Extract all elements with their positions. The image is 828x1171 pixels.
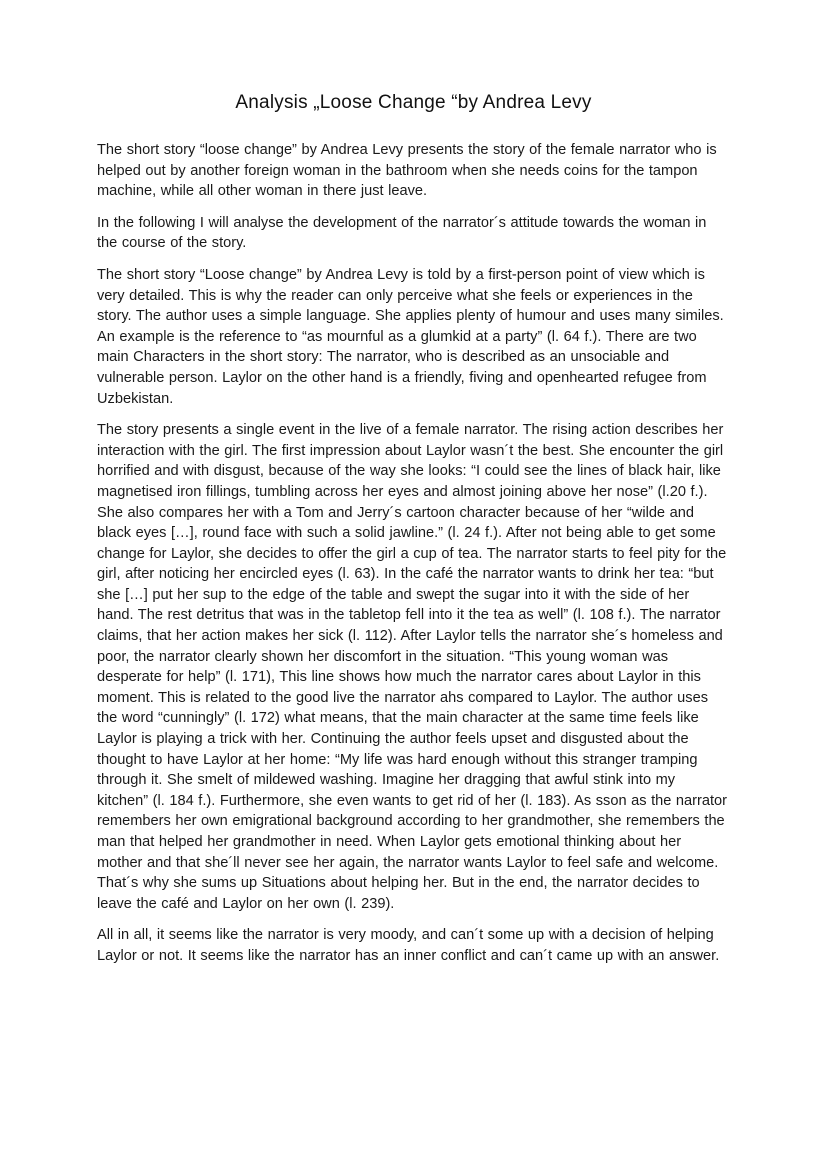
document-title: Analysis „Loose Change “by Andrea Levy	[235, 92, 592, 113]
paragraph-thesis: In the following I will analyse the development of the narrator´s attitude towards the woman in the course of the story.	[97, 214, 707, 252]
paragraph-main-analysis: The story presents a single event in the live of a female narrator. The rising action describes her interaction with the girl. The first impression about Laylor wasn´t the best. She encounter the girl horrified and with disgust, because of the way she looks: “I could see the lines of black hair, like magnetised iron fillings, tumbling across her eyes and almost joining above her nose” (l.20 f.). She also compares her with a Tom and Jerry´s cartoon character because of her “wilde and black eyes […], round face with such a solid jawline.” (l. 24 f.). After not being able to get some change for Laylor, she decides to offer the girl a cup of tea. The narrator starts to feel pity for the girl, after noticing her encircled eyes (l. 63). In the café the narrator wants to drink her tea: “but she […] put her sup to the edge of the table and swept the sugar into it with the side of her hand. The rest detritus that was in the tabletop fell into it the tea as well” (l. 108 f.). The narrator claims, that her action makes her sick (l. 112). After Laylor tells the narrator she´s homeless and poor, the narrator clearly shown her discomfort in the situation. “This young woman was desperate for help” (l. 171), This line shows how much the narrator cares about Laylor in this moment. This is related to the good live the narrator ahs compared to Laylor. The author uses the word “cunningly” (l. 172) what means, that the main character at the same time feels like Laylor is playing a trick with her. Continuing the author feels upset and disgusted about the thought to have Laylor at her home: “My life was hard enough without this stranger tramping through it. She smelt of mildewed washing. Imagine her dragging that awful stink into my kitchen” (l. 184 f.). Furthermore, she even wants to get rid of her (l. 183). As sson as the narrator remembers her own emigrational background according to her grandmother, she remembers the man that helped her grandmother in need. When Laylor gets emotional thinking about her mother and that she´ll never see her again, the narrator wants Laylor to feel safe and welcome. That´s why she sums up Situations about helping her. But in the end, the narrator decides to leave the café and Laylor on her own (l. 239).	[97, 422, 728, 912]
document-body	[97, 140, 730, 967]
paragraph-intro: The short story “loose change” by Andrea Levy presents the story of the female narrator who is helped out by another foreign woman in the bathroom when she needs coins for the tampon machine, while all other woman in there just leave.	[97, 142, 717, 200]
paragraph-narration-style: The short story “Loose change” by Andrea Levy is told by a first-person point of view which is very detailed. This is why the reader can only perceive what she feels or experiences in the story. The author uses a simple language. She applies plenty of humour and uses many similes. An example is the reference to “as mournful as a glumkid at a party” (l. 64 f.). There are two main Characters in the short story: The narrator, who is described as an unsociable and vulnerable person. Laylor on the other hand is a friendly, fiving and openhearted refugee from Uzbekistan.	[97, 266, 724, 407]
paragraph-conclusion: All in all, it seems like the narrator is very moody, and can´t some up with a decision of helping Laylor or not. It seems like the narrator has an inner conflict and can´t came up with an answer.	[97, 927, 720, 964]
